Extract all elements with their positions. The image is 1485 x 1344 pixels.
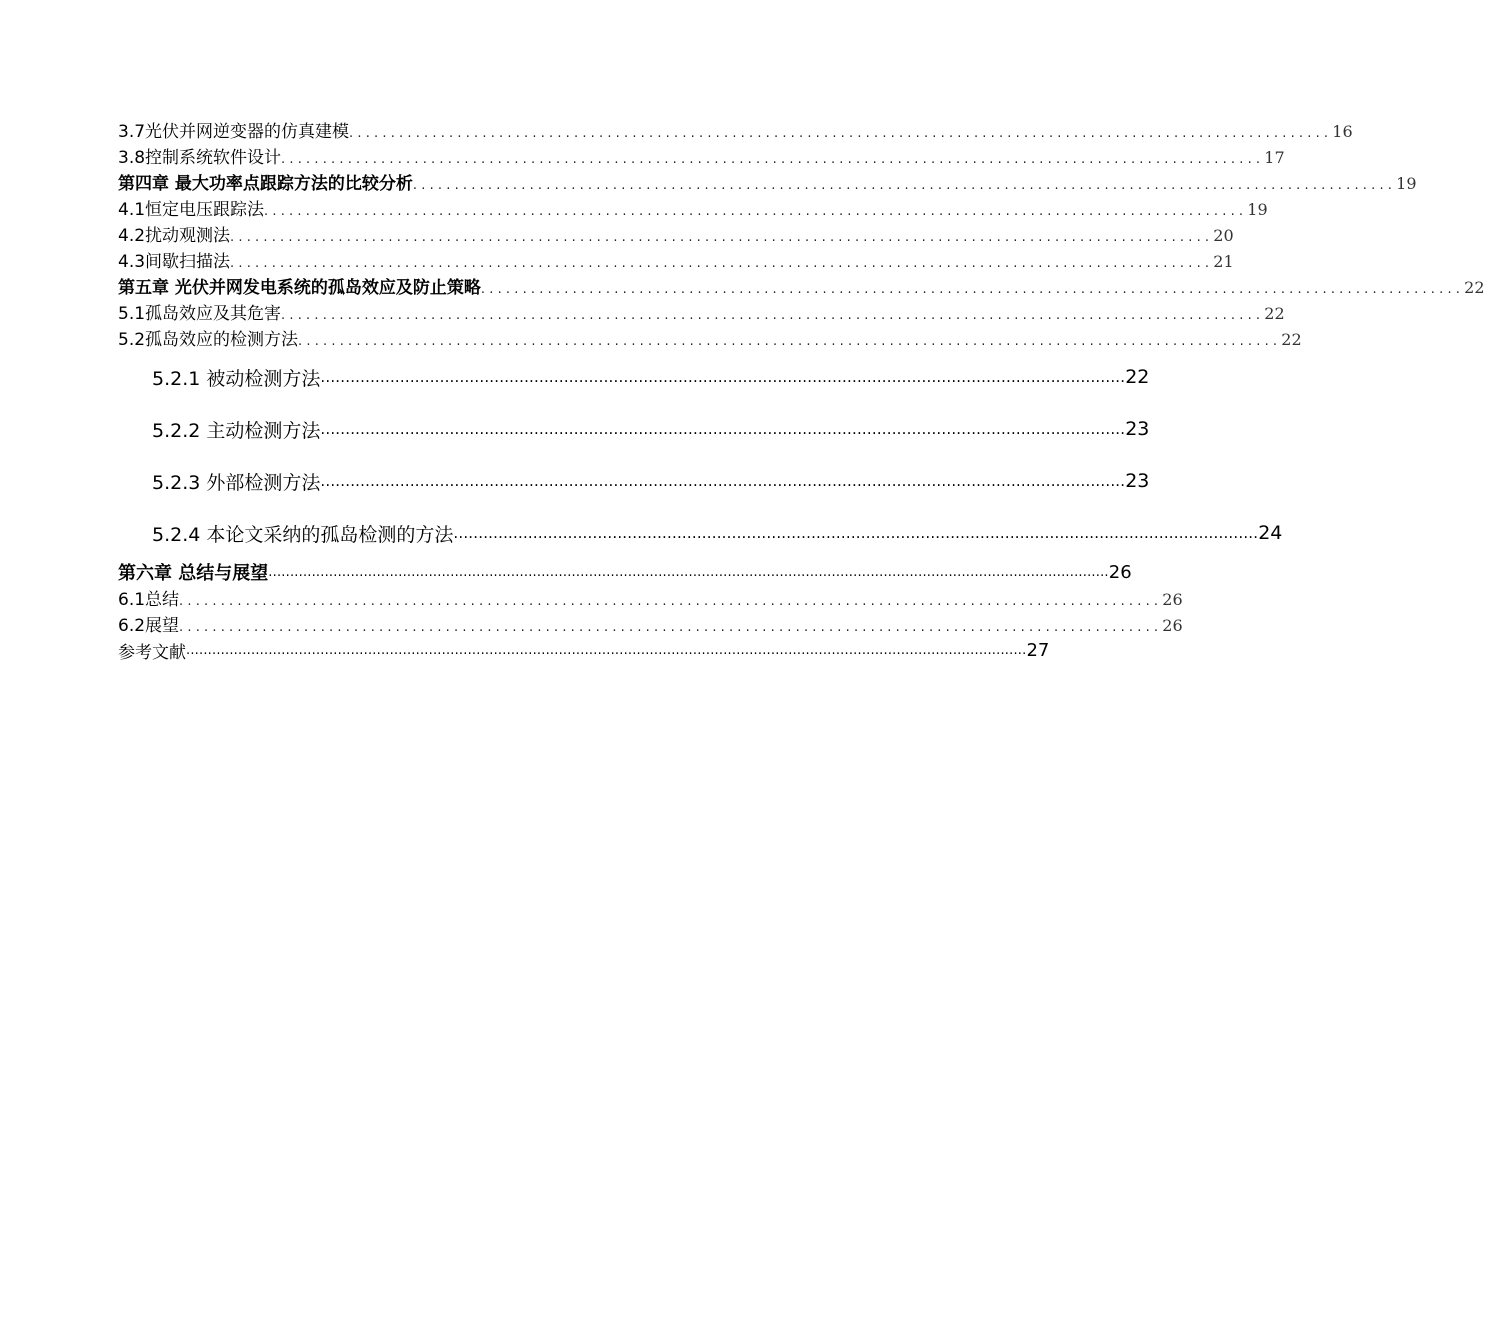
toc-leader-dots: ...................................................................................................................... (230, 230, 1214, 245)
toc-entry-title: 3.8控制系统软件设计 (118, 148, 282, 168)
toc-leader-dots: ...................................................................................................................... (179, 620, 1163, 635)
toc-entry-title: 参考文献 (118, 642, 186, 663)
toc-entry[interactable] (118, 169, 1417, 195)
toc-entry-title: 4.1恒定电压跟踪法 (118, 200, 265, 220)
toc-leader-dots: ...................................................................................................................... (349, 126, 1333, 141)
toc-entry-page: 24 (1258, 522, 1283, 544)
toc-entry[interactable] (118, 455, 1150, 507)
toc-leader-dots: .................................................................................................................................................................. (320, 368, 1126, 386)
toc-entry[interactable] (118, 637, 1050, 663)
toc-entry[interactable] (118, 299, 1285, 325)
toc-entry[interactable] (118, 195, 1268, 221)
toc-entry[interactable] (118, 351, 1150, 403)
toc-entry-title: 5.2孤岛效应的检测方法 (118, 330, 299, 350)
toc-entry-page: 26 (1162, 590, 1183, 609)
toc-entry-title: 第四章 最大功率点跟踪方法的比较分析 (118, 174, 413, 194)
toc-leader-dots: ...................................................................................................................... (264, 204, 1248, 219)
toc-leader-dots: ...................................................................................................................... (281, 152, 1265, 167)
toc-leader-dots: .................................................................................................................................................................................................. (268, 564, 1109, 580)
toc-entry[interactable] (118, 117, 1353, 143)
toc-entry-title: 5.1孤岛效应及其危害 (118, 304, 282, 324)
toc-entry-title: 5.2.4 本论文采纳的孤岛检测的方法 (152, 523, 454, 546)
toc-leader-dots: .................................................................................................................................................................. (320, 472, 1126, 490)
toc-entry-page: 21 (1213, 252, 1234, 271)
toc-entry-page: 16 (1332, 122, 1353, 141)
toc-leader-dots: .................................................................................................................................................................. (453, 524, 1259, 542)
toc-entry-page: 23 (1125, 470, 1150, 492)
toc-leader-dots: .................................................................................................................................................................. (320, 420, 1126, 438)
toc-entry[interactable] (118, 247, 1234, 273)
toc-entry-page: 19 (1247, 200, 1268, 219)
toc-leader-dots: ...................................................................................................................... (298, 334, 1282, 349)
table-of-contents (118, 117, 1485, 663)
toc-entry-title: 4.2扰动观测法 (118, 226, 231, 246)
toc-entry[interactable] (118, 143, 1285, 169)
toc-entry[interactable] (118, 221, 1234, 247)
toc-entry-title: 5.2.1 被动检测方法 (152, 367, 321, 390)
toc-entry-title: 5.2.3 外部检测方法 (152, 471, 321, 494)
toc-entry-page: 26 (1108, 561, 1132, 583)
toc-leader-dots: ...................................................................................................................... (412, 178, 1397, 193)
toc-entry-title: 第五章 光伏并网发电系统的孤岛效应及防止策略 (118, 278, 481, 298)
toc-leader-dots: ...................................................................................................................... (179, 594, 1163, 609)
toc-entry[interactable] (118, 325, 1302, 351)
toc-leader-dots: ...................................................................................................................... (281, 308, 1265, 323)
toc-entry[interactable] (118, 611, 1183, 637)
toc-entry-title: 6.1总结 (118, 590, 180, 610)
toc-entry-page: 26 (1162, 616, 1183, 635)
toc-entry-page: 27 (1026, 639, 1050, 661)
toc-entry[interactable] (118, 559, 1132, 585)
toc-leader-dots: ...................................................................................................................... (480, 282, 1465, 297)
toc-entry-title: 第六章 总结与展望 (118, 563, 269, 584)
toc-entry-page: 22 (1281, 330, 1302, 349)
toc-entry-page: 17 (1264, 148, 1285, 167)
toc-entry-page: 22 (1264, 304, 1285, 323)
toc-entry[interactable] (118, 507, 1283, 559)
toc-entry[interactable] (118, 585, 1183, 611)
toc-entry-page: 22 (1125, 366, 1150, 388)
toc-leader-dots: .................................................................................................................................................................................................. (186, 642, 1027, 658)
toc-entry-title: 3.7光伏并网逆变器的仿真建模 (118, 122, 350, 142)
toc-entry-title: 4.3间歇扫描法 (118, 252, 231, 272)
toc-entry[interactable] (118, 403, 1150, 455)
toc-leader-dots: ...................................................................................................................... (230, 256, 1214, 271)
toc-entry-title: 6.2展望 (118, 616, 180, 636)
toc-entry-page: 20 (1213, 226, 1234, 245)
toc-entry-title: 5.2.2 主动检测方法 (152, 419, 321, 442)
toc-entry-page: 19 (1396, 174, 1417, 193)
toc-entry[interactable] (118, 273, 1485, 299)
toc-entry-page: 23 (1125, 418, 1150, 440)
toc-entry-page: 22 (1464, 278, 1485, 297)
